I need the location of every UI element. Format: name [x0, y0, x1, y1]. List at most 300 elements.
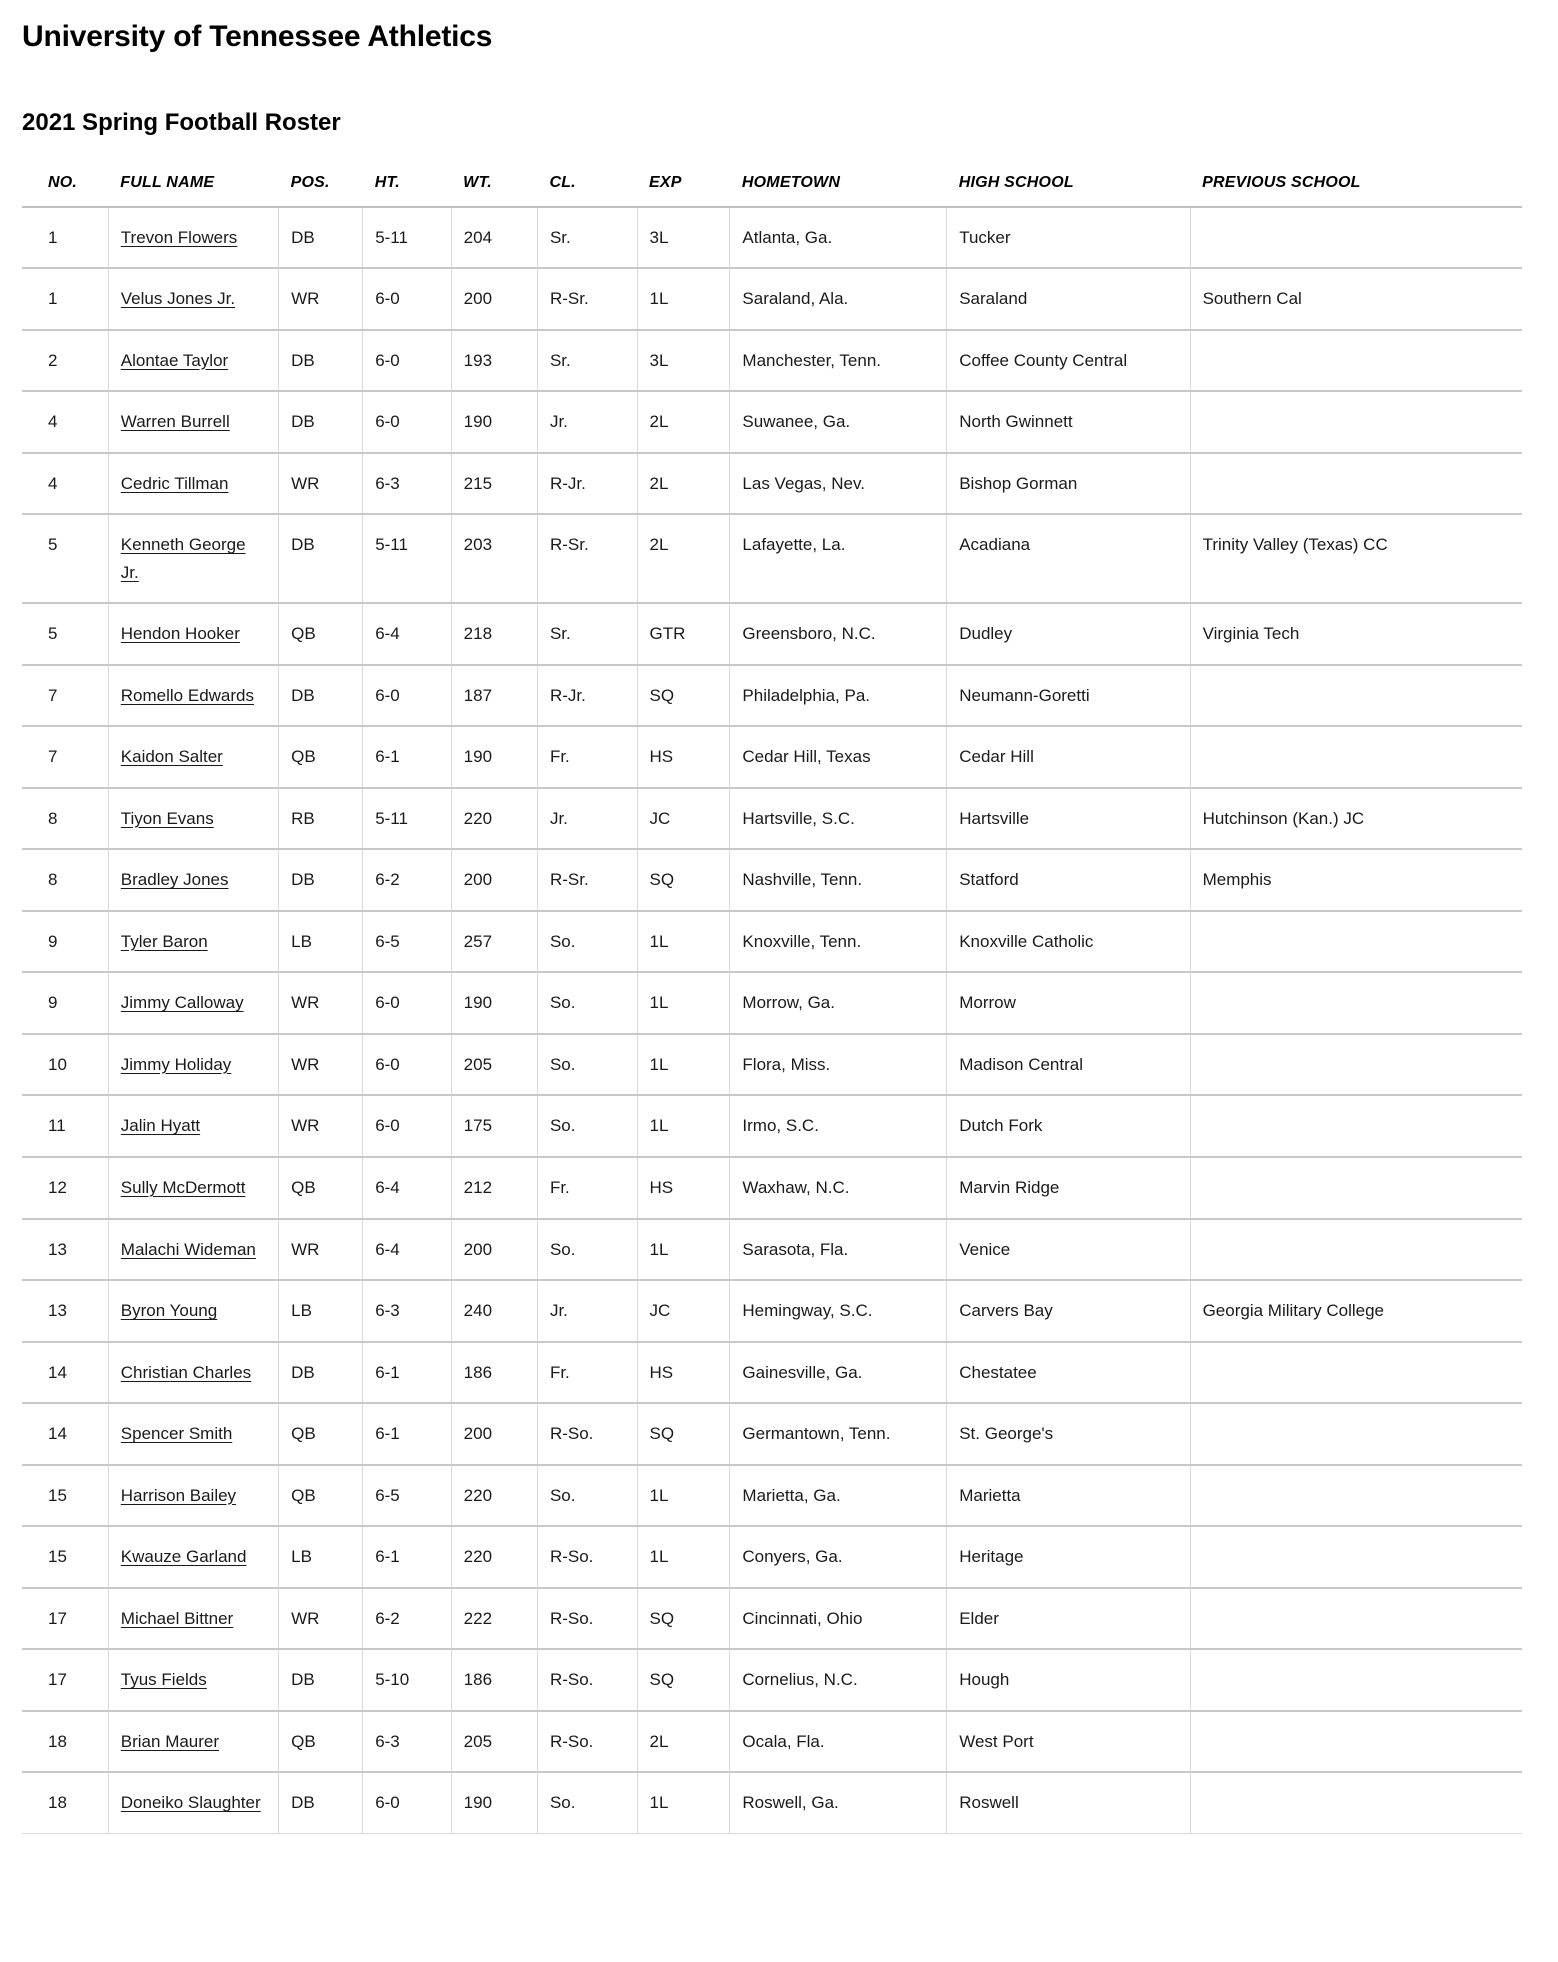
cell-hometown: Knoxville, Tenn.	[730, 911, 947, 973]
cell-hometown: Greensboro, N.C.	[730, 603, 947, 665]
cell-weight: 186	[451, 1342, 537, 1404]
cell-class: So.	[537, 1219, 637, 1281]
cell-experience: 1L	[637, 972, 730, 1034]
table-row	[22, 1403, 1522, 1465]
cell-high-school: Chestatee	[947, 1342, 1190, 1404]
cell-weight: 190	[451, 391, 537, 453]
cell-experience: 1L	[637, 268, 730, 330]
cell-full-name[interactable]	[108, 1711, 278, 1773]
cell-class: R-So.	[537, 1403, 637, 1465]
cell-experience: SQ	[637, 849, 730, 911]
cell-weight: 190	[451, 972, 537, 1034]
cell-jersey-number: 9	[22, 911, 108, 973]
cell-weight: 200	[451, 268, 537, 330]
player-name-link[interactable]: Jalin Hyatt	[120, 1116, 201, 1136]
roster-table-body	[22, 207, 1522, 1834]
cell-experience: 1L	[637, 1219, 730, 1281]
cell-hometown: Manchester, Tenn.	[730, 330, 947, 392]
cell-height: 6-1	[363, 1526, 451, 1588]
cell-experience: 1L	[637, 1772, 730, 1833]
player-name-link[interactable]: Tyus Fields	[120, 1670, 207, 1690]
cell-position: DB	[279, 1342, 363, 1404]
cell-high-school: Roswell	[947, 1772, 1190, 1833]
cell-hometown: Suwanee, Ga.	[730, 391, 947, 453]
player-name-link[interactable]: Doneiko Slaughter	[120, 1793, 261, 1813]
cell-height: 6-0	[363, 972, 451, 1034]
table-row	[22, 1649, 1522, 1711]
cell-weight: 200	[451, 1403, 537, 1465]
cell-weight: 175	[451, 1095, 537, 1157]
cell-experience: 2L	[637, 514, 730, 603]
cell-full-name[interactable]	[108, 849, 278, 911]
cell-position: QB	[279, 1403, 363, 1465]
player-name-link[interactable]: Byron Young	[120, 1301, 218, 1321]
cell-full-name[interactable]	[108, 453, 278, 515]
player-name-link[interactable]: Velus Jones Jr.	[120, 289, 236, 309]
cell-class: Fr.	[537, 1157, 637, 1219]
cell-class: R-Sr.	[537, 849, 637, 911]
cell-class: So.	[537, 1095, 637, 1157]
player-name-link[interactable]: Jimmy Calloway	[120, 993, 244, 1013]
cell-full-name[interactable]	[108, 1465, 278, 1527]
column-header-cl: CL.	[549, 173, 576, 191]
cell-high-school: Saraland	[947, 268, 1190, 330]
cell-full-name[interactable]	[108, 268, 278, 330]
cell-height: 5-11	[363, 514, 451, 603]
cell-jersey-number: 5	[22, 514, 108, 603]
roster-subtitle: 2021 Spring Football Roster	[22, 108, 341, 136]
cell-jersey-number: 8	[22, 849, 108, 911]
cell-position: DB	[279, 391, 363, 453]
table-row	[22, 268, 1522, 330]
cell-full-name[interactable]	[108, 1219, 278, 1281]
cell-class: R-Sr.	[537, 268, 637, 330]
cell-height: 6-1	[363, 726, 451, 788]
cell-high-school: Madison Central	[947, 1034, 1190, 1096]
cell-previous-school: Trinity Valley (Texas) CC	[1190, 514, 1522, 603]
player-name-link[interactable]: Cedric Tillman	[120, 473, 229, 493]
cell-high-school: North Gwinnett	[947, 391, 1190, 453]
cell-hometown: Nashville, Tenn.	[730, 849, 947, 911]
cell-high-school: Statford	[947, 849, 1190, 911]
cell-high-school: Tucker	[947, 207, 1190, 269]
player-name-link[interactable]: Hendon Hooker	[120, 624, 240, 644]
cell-full-name[interactable]	[108, 1157, 278, 1219]
cell-height: 6-3	[363, 1280, 451, 1342]
cell-jersey-number: 17	[22, 1588, 108, 1650]
cell-position: QB	[279, 726, 363, 788]
cell-height: 6-3	[363, 453, 451, 515]
cell-full-name[interactable]	[108, 330, 278, 392]
cell-previous-school	[1190, 1465, 1522, 1527]
cell-height: 6-4	[363, 1157, 451, 1219]
cell-position: RB	[279, 788, 363, 850]
cell-weight: 200	[451, 1219, 537, 1281]
cell-previous-school	[1190, 1095, 1522, 1157]
table-row	[22, 1219, 1522, 1281]
cell-full-name[interactable]	[108, 1526, 278, 1588]
table-row	[22, 1157, 1522, 1219]
cell-experience: SQ	[637, 665, 730, 727]
cell-experience: HS	[637, 1157, 730, 1219]
cell-weight: 257	[451, 911, 537, 973]
cell-position: DB	[279, 514, 363, 603]
cell-high-school: Marietta	[947, 1465, 1190, 1527]
cell-high-school: West Port	[947, 1711, 1190, 1773]
cell-hometown: Philadelphia, Pa.	[730, 665, 947, 727]
player-name-link[interactable]: Tyler Baron	[120, 931, 208, 951]
cell-weight: 212	[451, 1157, 537, 1219]
cell-height: 6-0	[363, 268, 451, 330]
column-header-exp: EXP	[649, 173, 682, 191]
cell-height: 6-1	[363, 1342, 451, 1404]
cell-height: 6-0	[363, 665, 451, 727]
cell-position: QB	[279, 603, 363, 665]
player-name-link[interactable]: Kwauze Garland	[120, 1547, 247, 1567]
cell-hometown: Irmo, S.C.	[730, 1095, 947, 1157]
cell-class: R-So.	[537, 1526, 637, 1588]
player-name-link[interactable]: Romello Edwards	[120, 685, 255, 705]
cell-full-name[interactable]	[108, 603, 278, 665]
table-row	[22, 391, 1522, 453]
cell-position: WR	[279, 453, 363, 515]
cell-full-name[interactable]	[108, 665, 278, 727]
cell-high-school: Elder	[947, 1588, 1190, 1650]
cell-height: 5-10	[363, 1649, 451, 1711]
cell-weight: 205	[451, 1034, 537, 1096]
cell-position: WR	[279, 268, 363, 330]
cell-full-name[interactable]	[108, 1403, 278, 1465]
cell-class: Sr.	[537, 330, 637, 392]
column-header-full-name: FULL NAME	[120, 173, 215, 191]
column-header-no: NO.	[48, 173, 78, 191]
cell-class: R-Jr.	[537, 453, 637, 515]
cell-experience: 2L	[637, 1711, 730, 1773]
cell-high-school: Dutch Fork	[947, 1095, 1190, 1157]
player-name-link[interactable]: Kenneth George Jr.	[120, 535, 246, 582]
cell-high-school: Heritage	[947, 1526, 1190, 1588]
cell-hometown: Roswell, Ga.	[730, 1772, 947, 1833]
cell-class: R-So.	[537, 1588, 637, 1650]
cell-weight: 205	[451, 1711, 537, 1773]
cell-hometown: Germantown, Tenn.	[730, 1403, 947, 1465]
cell-full-name[interactable]	[108, 1034, 278, 1096]
cell-jersey-number: 1	[22, 268, 108, 330]
cell-height: 6-4	[363, 1219, 451, 1281]
cell-high-school: Acadiana	[947, 514, 1190, 603]
table-row	[22, 1526, 1522, 1588]
cell-position: LB	[279, 1280, 363, 1342]
cell-previous-school	[1190, 1649, 1522, 1711]
cell-previous-school	[1190, 207, 1522, 269]
cell-experience: SQ	[637, 1588, 730, 1650]
cell-height: 6-0	[363, 1772, 451, 1833]
cell-experience: 1L	[637, 1465, 730, 1527]
cell-weight: 222	[451, 1588, 537, 1650]
cell-jersey-number: 15	[22, 1465, 108, 1527]
player-name-link[interactable]: Malachi Wideman	[120, 1239, 256, 1259]
roster-table	[22, 174, 1522, 1834]
cell-high-school: Cedar Hill	[947, 726, 1190, 788]
player-name-link[interactable]: Michael Bittner	[120, 1608, 234, 1628]
cell-position: LB	[279, 911, 363, 973]
cell-full-name[interactable]	[108, 514, 278, 603]
cell-class: R-Sr.	[537, 514, 637, 603]
cell-full-name[interactable]	[108, 1095, 278, 1157]
cell-jersey-number: 7	[22, 726, 108, 788]
cell-jersey-number: 12	[22, 1157, 108, 1219]
cell-position: WR	[279, 1034, 363, 1096]
cell-jersey-number: 18	[22, 1772, 108, 1833]
column-header-wt: WT.	[463, 173, 492, 191]
column-header-previous-school: PREVIOUS SCHOOL	[1202, 173, 1361, 191]
cell-class: R-So.	[537, 1711, 637, 1773]
cell-full-name[interactable]	[108, 726, 278, 788]
table-row	[22, 972, 1522, 1034]
cell-class: Jr.	[537, 788, 637, 850]
cell-jersey-number: 4	[22, 391, 108, 453]
table-row	[22, 1095, 1522, 1157]
cell-high-school: Hough	[947, 1649, 1190, 1711]
player-name-link[interactable]: Tiyon Evans	[120, 808, 214, 828]
cell-position: QB	[279, 1157, 363, 1219]
cell-hometown: Morrow, Ga.	[730, 972, 947, 1034]
cell-previous-school	[1190, 1772, 1522, 1833]
cell-jersey-number: 2	[22, 330, 108, 392]
cell-previous-school: Southern Cal	[1190, 268, 1522, 330]
cell-weight: 200	[451, 849, 537, 911]
cell-experience: 2L	[637, 453, 730, 515]
cell-jersey-number: 8	[22, 788, 108, 850]
cell-weight: 203	[451, 514, 537, 603]
cell-high-school: Knoxville Catholic	[947, 911, 1190, 973]
table-row	[22, 603, 1522, 665]
cell-hometown: Saraland, Ala.	[730, 268, 947, 330]
cell-high-school: Carvers Bay	[947, 1280, 1190, 1342]
cell-experience: 3L	[637, 330, 730, 392]
table-row	[22, 1280, 1522, 1342]
column-header-hometown: HOMETOWN	[741, 173, 841, 191]
table-row	[22, 665, 1522, 727]
player-name-link[interactable]: Warren Burrell	[120, 412, 230, 432]
cell-previous-school	[1190, 391, 1522, 453]
cell-full-name[interactable]	[108, 1280, 278, 1342]
cell-jersey-number: 14	[22, 1403, 108, 1465]
cell-hometown: Lafayette, La.	[730, 514, 947, 603]
cell-class: Fr.	[537, 726, 637, 788]
cell-experience: HS	[637, 726, 730, 788]
cell-hometown: Sarasota, Fla.	[730, 1219, 947, 1281]
cell-previous-school	[1190, 1588, 1522, 1650]
cell-position: DB	[279, 330, 363, 392]
cell-previous-school	[1190, 1342, 1522, 1404]
cell-position: DB	[279, 1772, 363, 1833]
cell-high-school: Neumann-Goretti	[947, 665, 1190, 727]
cell-position: DB	[279, 207, 363, 269]
cell-position: WR	[279, 1095, 363, 1157]
cell-weight: 193	[451, 330, 537, 392]
cell-experience: JC	[637, 1280, 730, 1342]
cell-previous-school	[1190, 1403, 1522, 1465]
cell-class: Jr.	[537, 1280, 637, 1342]
cell-high-school: Hartsville	[947, 788, 1190, 850]
cell-class: Fr.	[537, 1342, 637, 1404]
cell-jersey-number: 4	[22, 453, 108, 515]
player-name-link[interactable]: Kaidon Salter	[120, 747, 223, 767]
cell-position: DB	[279, 1649, 363, 1711]
cell-previous-school	[1190, 330, 1522, 392]
player-name-link[interactable]: Alontae Taylor	[120, 350, 229, 370]
table-row	[22, 330, 1522, 392]
table-row	[22, 726, 1522, 788]
cell-experience: 1L	[637, 1034, 730, 1096]
table-row	[22, 1772, 1522, 1833]
player-name-link[interactable]: Trevon Flowers	[120, 227, 238, 247]
cell-class: Sr.	[537, 603, 637, 665]
cell-experience: SQ	[637, 1649, 730, 1711]
table-header-row	[22, 174, 1522, 207]
cell-hometown: Ocala, Fla.	[730, 1711, 947, 1773]
cell-previous-school	[1190, 911, 1522, 973]
cell-high-school: Dudley	[947, 603, 1190, 665]
page-title: University of Tennessee Athletics	[22, 20, 493, 53]
player-name-link[interactable]: Sully McDermott	[120, 1178, 246, 1197]
cell-hometown: Atlanta, Ga.	[730, 207, 947, 269]
cell-hometown: Cornelius, N.C.	[730, 1649, 947, 1711]
cell-full-name[interactable]	[108, 391, 278, 453]
cell-position: WR	[279, 1588, 363, 1650]
cell-previous-school	[1190, 1034, 1522, 1096]
cell-height: 6-0	[363, 1095, 451, 1157]
player-name-link[interactable]: Jimmy Holiday	[120, 1054, 232, 1074]
cell-weight: 190	[451, 1772, 537, 1833]
cell-hometown: Waxhaw, N.C.	[730, 1157, 947, 1219]
cell-high-school: Morrow	[947, 972, 1190, 1034]
cell-experience: GTR	[637, 603, 730, 665]
cell-jersey-number: 11	[22, 1095, 108, 1157]
table-row	[22, 1342, 1522, 1404]
player-name-link[interactable]: Harrison Bailey	[120, 1485, 237, 1505]
table-row	[22, 1465, 1522, 1527]
cell-height: 6-4	[363, 603, 451, 665]
cell-class: So.	[537, 1465, 637, 1527]
cell-weight: 240	[451, 1280, 537, 1342]
cell-full-name[interactable]	[108, 788, 278, 850]
cell-position: LB	[279, 1526, 363, 1588]
cell-full-name[interactable]	[108, 1342, 278, 1404]
cell-previous-school: Georgia Military College	[1190, 1280, 1522, 1342]
cell-full-name[interactable]	[108, 207, 278, 269]
cell-height: 6-0	[363, 330, 451, 392]
cell-position: DB	[279, 665, 363, 727]
column-header-pos: POS.	[290, 173, 330, 191]
cell-weight: 187	[451, 665, 537, 727]
cell-hometown: Marietta, Ga.	[730, 1465, 947, 1527]
player-name-link[interactable]: Brian Maurer	[120, 1731, 220, 1751]
cell-experience: JC	[637, 788, 730, 850]
cell-hometown: Cedar Hill, Texas	[730, 726, 947, 788]
cell-position: DB	[279, 849, 363, 911]
cell-jersey-number: 18	[22, 1711, 108, 1773]
cell-hometown: Conyers, Ga.	[730, 1526, 947, 1588]
cell-experience: 1L	[637, 1526, 730, 1588]
table-row	[22, 207, 1522, 269]
cell-previous-school: Hutchinson (Kan.) JC	[1190, 788, 1522, 850]
cell-jersey-number: 5	[22, 603, 108, 665]
cell-jersey-number: 13	[22, 1219, 108, 1281]
cell-high-school: Venice	[947, 1219, 1190, 1281]
cell-previous-school: Virginia Tech	[1190, 603, 1522, 665]
cell-experience: 3L	[637, 207, 730, 269]
cell-experience: HS	[637, 1342, 730, 1404]
cell-previous-school	[1190, 1711, 1522, 1773]
cell-class: So.	[537, 1034, 637, 1096]
cell-full-name[interactable]	[108, 1772, 278, 1833]
cell-hometown: Gainesville, Ga.	[730, 1342, 947, 1404]
cell-class: R-So.	[537, 1649, 637, 1711]
table-row	[22, 1588, 1522, 1650]
cell-height: 6-0	[363, 391, 451, 453]
cell-full-name[interactable]	[108, 1588, 278, 1650]
cell-height: 5-11	[363, 788, 451, 850]
cell-previous-school	[1190, 453, 1522, 515]
cell-height: 6-1	[363, 1403, 451, 1465]
cell-position: WR	[279, 1219, 363, 1281]
cell-jersey-number: 1	[22, 207, 108, 269]
cell-previous-school	[1190, 1157, 1522, 1219]
column-header-high-school: HIGH SCHOOL	[958, 173, 1074, 191]
cell-class: R-Jr.	[537, 665, 637, 727]
cell-experience: 2L	[637, 391, 730, 453]
cell-hometown: Hartsville, S.C.	[730, 788, 947, 850]
cell-weight: 220	[451, 1526, 537, 1588]
player-name-link[interactable]: Bradley Jones	[120, 870, 229, 890]
player-name-link[interactable]: Christian Charles	[120, 1362, 252, 1382]
cell-weight: 220	[451, 788, 537, 850]
cell-position: QB	[279, 1711, 363, 1773]
cell-full-name[interactable]	[108, 972, 278, 1034]
cell-jersey-number: 9	[22, 972, 108, 1034]
cell-high-school: Marvin Ridge	[947, 1157, 1190, 1219]
cell-height: 6-5	[363, 1465, 451, 1527]
cell-jersey-number: 7	[22, 665, 108, 727]
cell-class: So.	[537, 1772, 637, 1833]
cell-high-school: Bishop Gorman	[947, 453, 1190, 515]
cell-height: 6-3	[363, 1711, 451, 1773]
cell-full-name[interactable]	[108, 1649, 278, 1711]
cell-weight: 220	[451, 1465, 537, 1527]
cell-weight: 190	[451, 726, 537, 788]
cell-high-school: St. George's	[947, 1403, 1190, 1465]
player-name-link[interactable]: Spencer Smith	[120, 1424, 233, 1444]
cell-previous-school	[1190, 665, 1522, 727]
cell-previous-school	[1190, 972, 1522, 1034]
cell-jersey-number: 17	[22, 1649, 108, 1711]
cell-previous-school: Memphis	[1190, 849, 1522, 911]
cell-position: QB	[279, 1465, 363, 1527]
cell-class: So.	[537, 972, 637, 1034]
table-row	[22, 849, 1522, 911]
cell-experience: 1L	[637, 1095, 730, 1157]
table-row	[22, 1034, 1522, 1096]
table-row	[22, 453, 1522, 515]
cell-jersey-number: 15	[22, 1526, 108, 1588]
cell-jersey-number: 10	[22, 1034, 108, 1096]
cell-experience: SQ	[637, 1403, 730, 1465]
cell-previous-school	[1190, 726, 1522, 788]
cell-position: WR	[279, 972, 363, 1034]
cell-full-name[interactable]	[108, 911, 278, 973]
